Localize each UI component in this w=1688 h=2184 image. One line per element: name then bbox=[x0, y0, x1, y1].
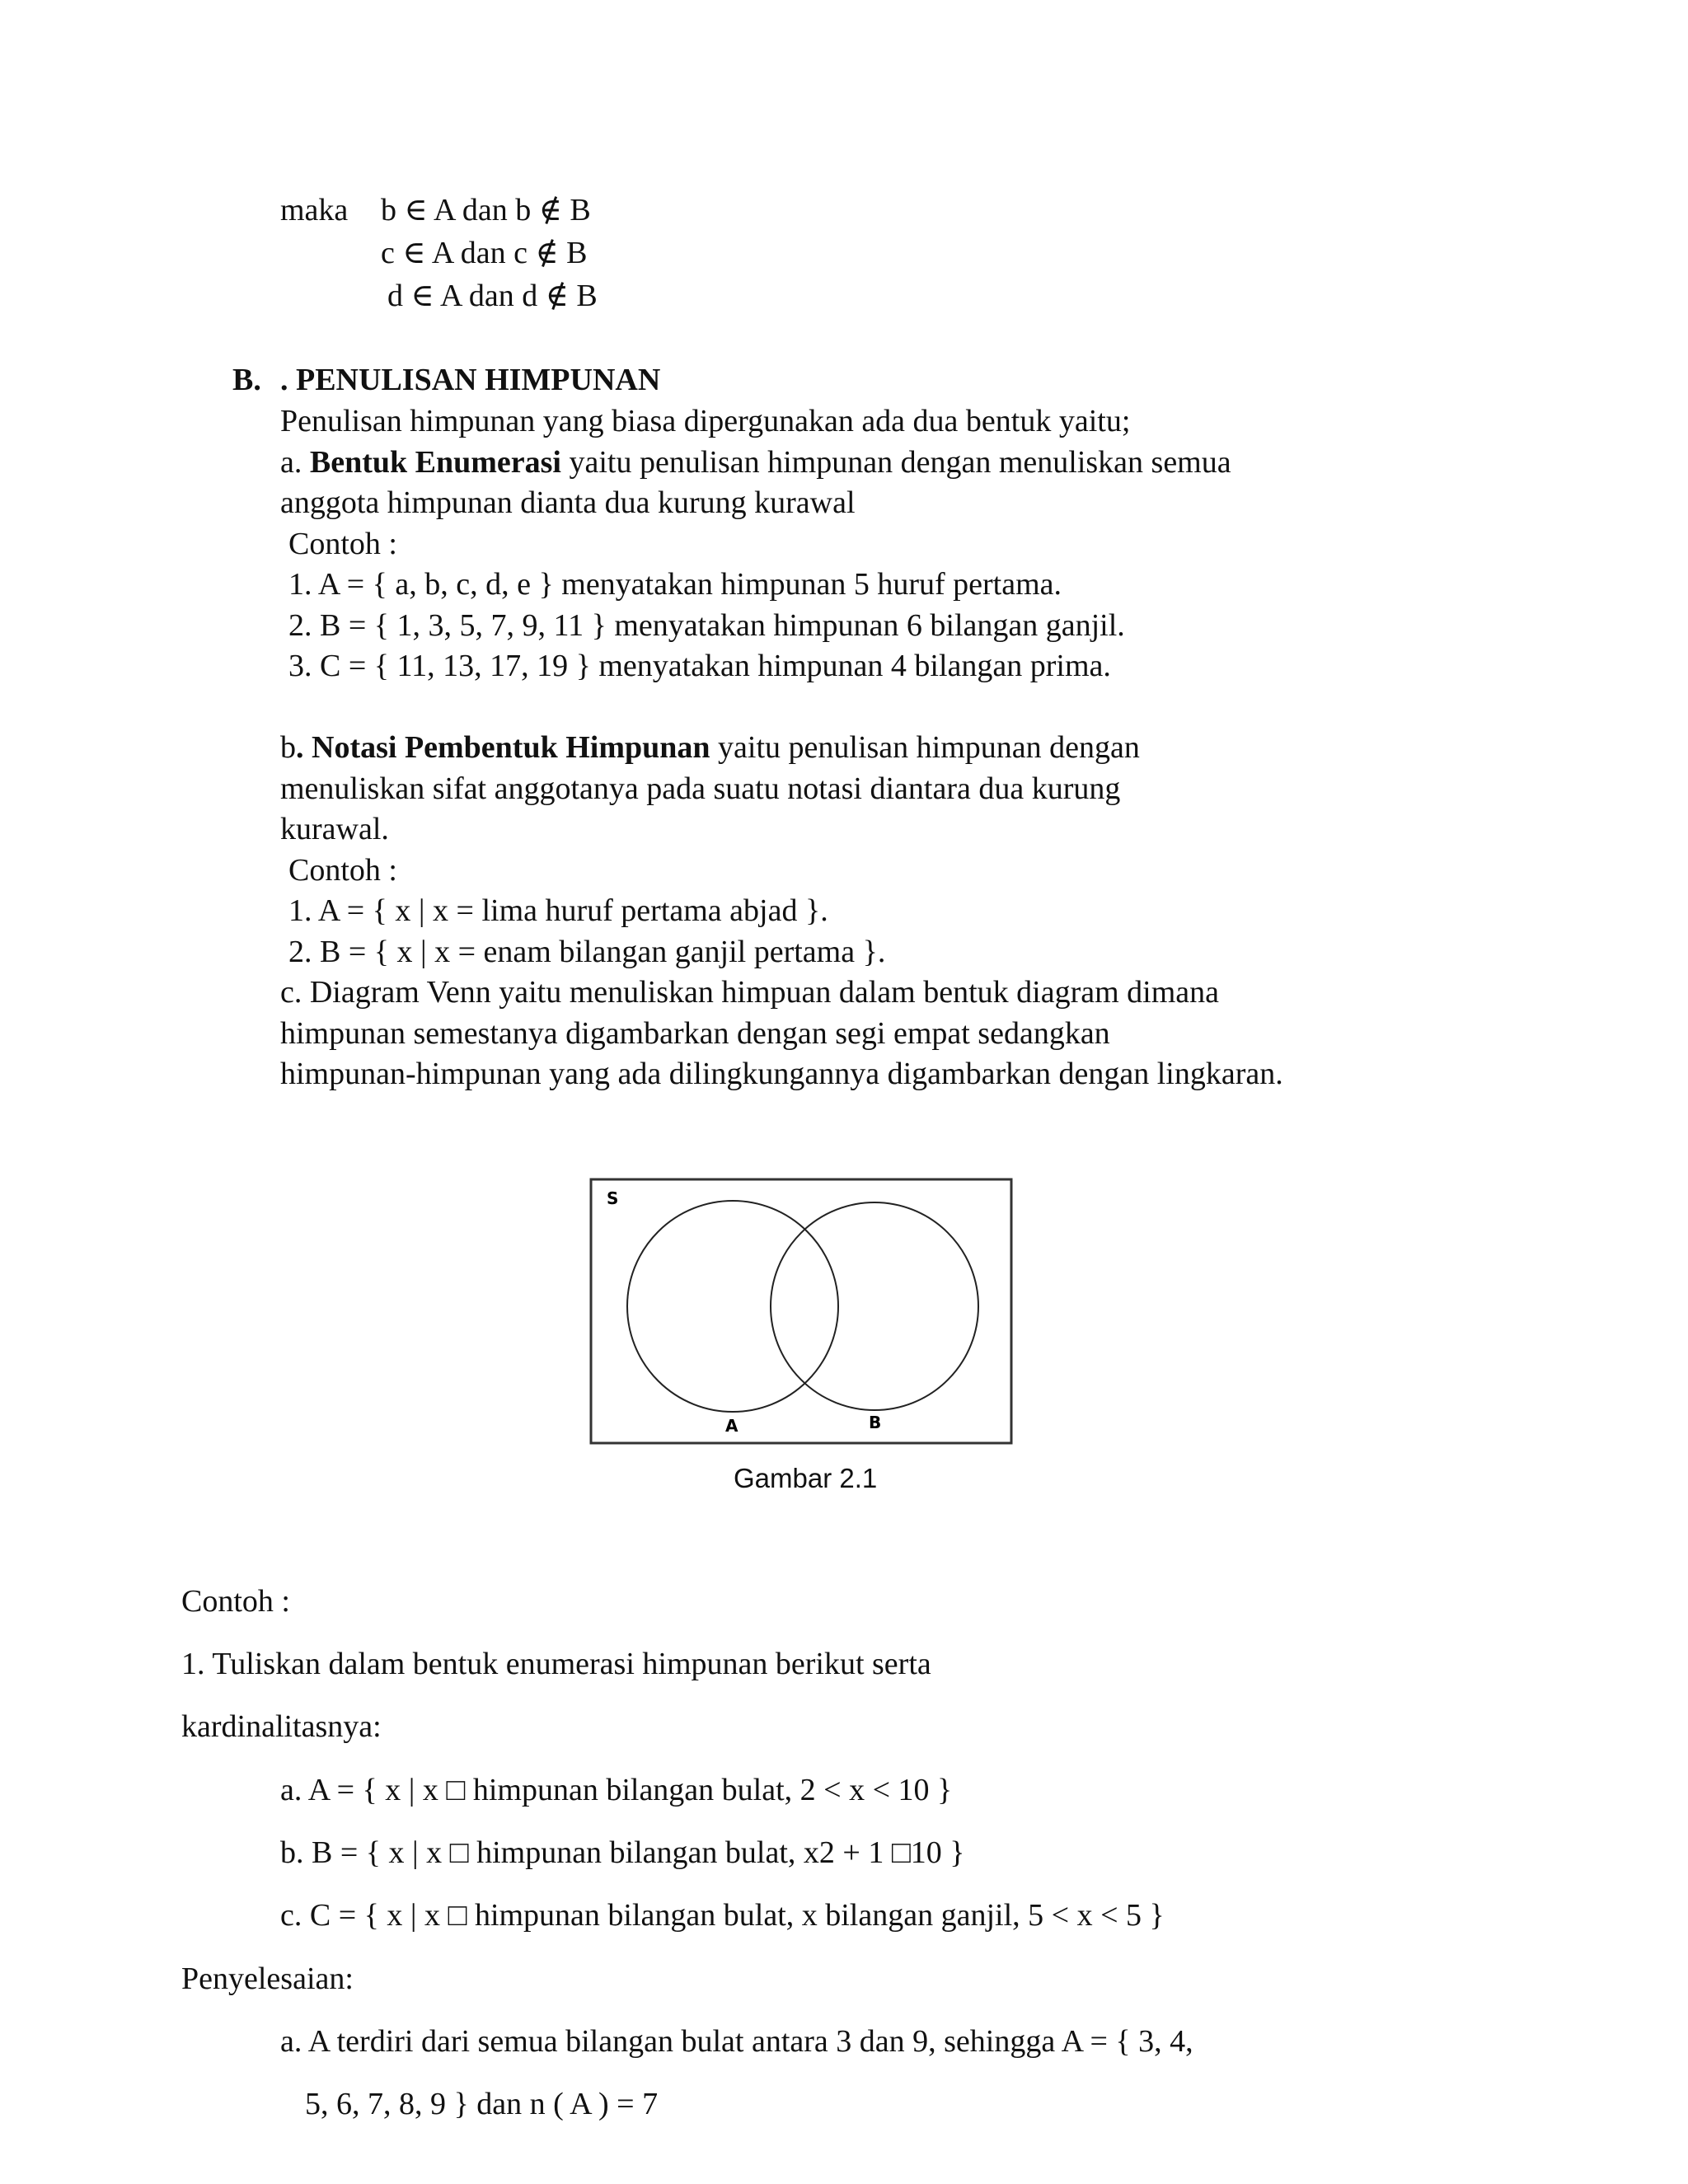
question-item-a: a. A = { x | x □ himpunan bilangan bulat, 2 < x < 10 } bbox=[280, 1773, 953, 1807]
enumerasi-prefix: a. bbox=[280, 445, 310, 480]
universe-label: S bbox=[607, 1188, 619, 1208]
solution-line-2: 5, 6, 7, 8, 9 } dan n ( A ) = 7 bbox=[305, 2087, 659, 2121]
set-b-label: B bbox=[869, 1413, 882, 1432]
notasi-prefix: b bbox=[280, 730, 296, 765]
notasi-line2: menuliskan sifat anggotanya pada suatu notasi diantara dua kurung bbox=[280, 771, 1121, 806]
venn-description-3: himpunan-himpunan yang ada dilingkungannya digambarkan dengan lingkaran. bbox=[280, 1057, 1283, 1091]
section-number: B. bbox=[232, 363, 261, 397]
notasi-rest: yaitu penulisan himpunan dengan bbox=[710, 730, 1140, 765]
question-line-1: 1. Tuliskan dalam bentuk enumerasi himpunan berikut serta bbox=[181, 1647, 931, 1681]
membership-line-d: d ∈ A dan d ∉ B bbox=[387, 279, 598, 313]
enumerasi-example-1: 1. A = { a, b, c, d, e } menyatakan himpunan 5 huruf pertama. bbox=[288, 567, 1062, 602]
solution-line-1: a. A terdiri dari semua bilangan bulat antara 3 dan 9, sehingga A = { 3, 4, bbox=[280, 2024, 1193, 2059]
enumerasi-rest: yaitu penulisan himpunan dengan menuliskan semua bbox=[561, 445, 1231, 480]
notasi-term: . Notasi Pembentuk Himpunan bbox=[296, 730, 710, 765]
section-intro: Penulisan himpunan yang biasa dipergunakan ada dua bentuk yaitu; bbox=[280, 404, 1131, 438]
membership-line-c: c ∈ A dan c ∉ B bbox=[381, 236, 588, 270]
enumerasi-example-2: 2. B = { 1, 3, 5, 7, 9, 11 } menyatakan himpunan 6 bilangan ganjil. bbox=[288, 608, 1125, 643]
enumerasi-definition bbox=[280, 442, 1231, 483]
example-heading: Contoh : bbox=[181, 1584, 290, 1619]
notasi-definition bbox=[280, 727, 1140, 768]
notasi-contoh: Contoh : bbox=[288, 853, 397, 888]
notasi-line3: kurawal. bbox=[280, 812, 389, 846]
notasi-example-2: 2. B = { x | x = enam bilangan ganjil pertama }. bbox=[288, 935, 886, 969]
enumerasi-line2: anggota himpunan dianta dua kurung kurawal bbox=[280, 485, 856, 520]
question-item-b: b. B = { x | x □ himpunan bilangan bulat, x2 + 1 □10 } bbox=[280, 1835, 965, 1870]
notasi-example-1: 1. A = { x | x = lima huruf pertama abjad }. bbox=[288, 893, 828, 928]
membership-prefix: maka bbox=[280, 193, 349, 227]
section-title: . PENULISAN HIMPUNAN bbox=[280, 363, 661, 397]
enumerasi-example-3: 3. C = { 11, 13, 17, 19 } menyatakan himpunan 4 bilangan prima. bbox=[288, 649, 1111, 683]
membership-line-b: b ∈ A dan b ∉ B bbox=[381, 193, 591, 227]
universe-rectangle bbox=[591, 1179, 1011, 1443]
venn-description-2: himpunan semestanya digambarkan dengan segi empat sedangkan bbox=[280, 1016, 1110, 1051]
venn-diagram bbox=[588, 1177, 1017, 1449]
set-a-label: A bbox=[725, 1416, 738, 1436]
question-item-c: c. C = { x | x □ himpunan bilangan bulat, x bilangan ganjil, 5 < x < 5 } bbox=[280, 1898, 1165, 1933]
question-line-2: kardinalitasnya: bbox=[181, 1709, 382, 1744]
venn-description-1: c. Diagram Venn yaitu menuliskan himpuan dalam bentuk diagram dimana bbox=[280, 975, 1219, 1010]
figure-caption: Gambar 2.1 bbox=[734, 1463, 878, 1493]
enumerasi-term: Bentuk Enumerasi bbox=[309, 445, 561, 480]
enumerasi-contoh: Contoh : bbox=[288, 527, 397, 561]
solution-heading: Penyelesaian: bbox=[181, 1961, 354, 1996]
